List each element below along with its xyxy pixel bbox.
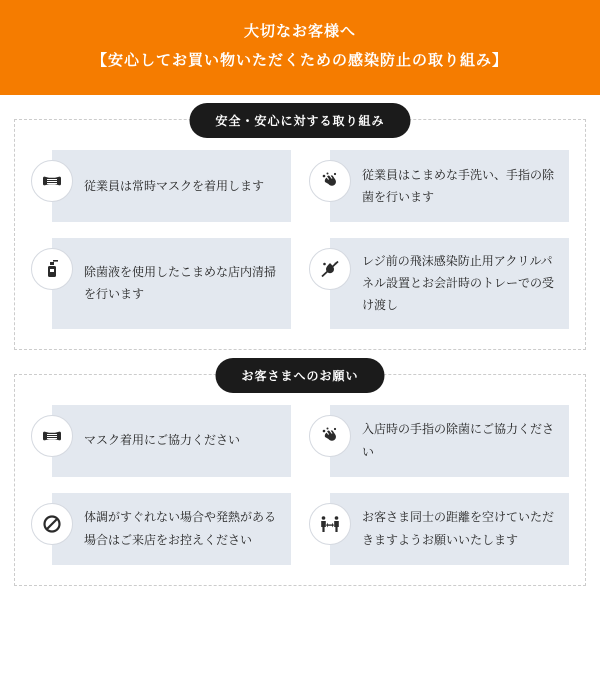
measure-text: 従業員は常時マスクを着用します [52, 150, 291, 222]
request-card [31, 493, 291, 565]
social-distance-icon [309, 503, 351, 545]
section-customer-requests [14, 368, 586, 586]
requests-grid [31, 405, 569, 565]
measure-card [31, 150, 291, 222]
measure-text: 従業員はこまめな手洗い、手指の除菌を行います [330, 150, 569, 222]
mask-icon [31, 160, 73, 202]
no-droplets-icon [309, 248, 351, 290]
prohibited-icon [31, 503, 73, 545]
banner-title: 大切なお客様へ [243, 23, 356, 40]
request-card [31, 405, 291, 477]
request-card [309, 493, 569, 565]
handwash-icon [309, 160, 351, 202]
measure-text: レジ前の飛沫感染防止用アクリルパネル設置とお会計時のトレーでの受け渡し [330, 238, 569, 329]
section-title-store-measures: 安全・安心に対する取り組み [189, 103, 410, 138]
section-store-measures [14, 114, 586, 350]
request-card [309, 405, 569, 477]
measure-card [309, 238, 569, 329]
mask-icon [31, 415, 73, 457]
request-text: 入店時の手指の除菌にご協力ください [330, 405, 569, 477]
measure-card [309, 150, 569, 222]
request-text: 体調がすぐれない場合や発熱がある場合はご来店をお控えください [52, 493, 291, 565]
measures-grid [31, 150, 569, 329]
handwash-icon [309, 415, 351, 457]
sanitizer-bottle-icon [31, 248, 73, 290]
header-banner [0, 0, 600, 95]
measure-text: 除菌液を使用したこまめな店内清掃を行います [52, 238, 291, 329]
request-text: マスク着用にご協力ください [52, 405, 291, 477]
section-title-customer-requests: お客さまへのお願い [215, 358, 384, 393]
measure-card [31, 238, 291, 329]
banner-subtitle: 【安心してお買い物いただくための感染防止の取り組み】 [91, 51, 508, 69]
request-text: お客さま同士の距離を空けていただきますようお願いいたします [330, 493, 569, 565]
